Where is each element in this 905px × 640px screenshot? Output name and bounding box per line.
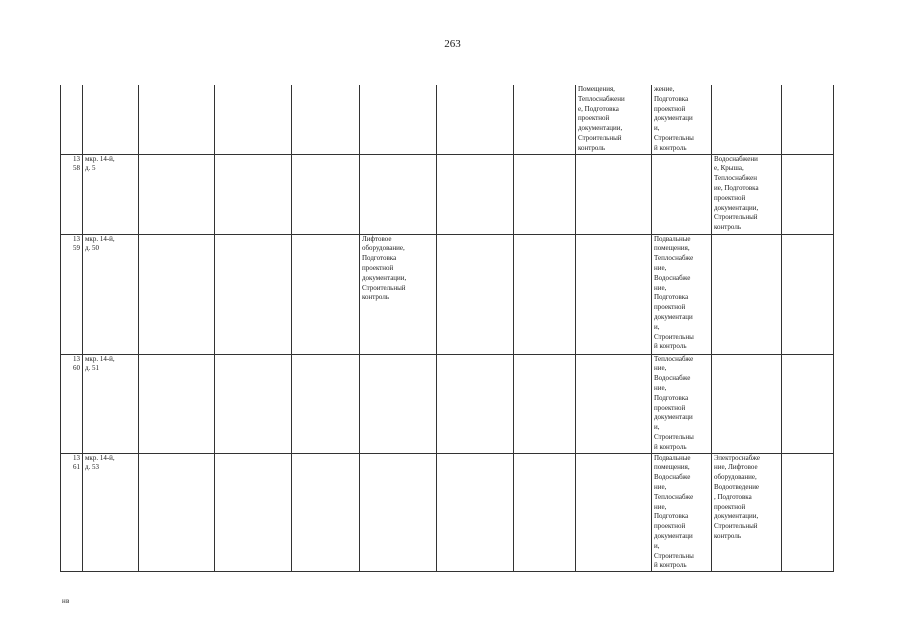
works-cell-b: [652, 154, 712, 234]
table-row: [61, 354, 834, 453]
table-cell: [514, 354, 576, 453]
table-cell: [514, 85, 576, 154]
works-cell-b: Подвальные помещения, Водоснабже ние, Теплоснабже ние, Подготовка проектной документаци и, Строительны й контроль: [652, 453, 712, 572]
row-number: 13 60: [61, 354, 83, 453]
row-number: [61, 85, 83, 154]
works-cell-a: [576, 453, 652, 572]
lift-works-cell: [360, 85, 437, 154]
works-cell-c: [712, 85, 782, 154]
works-cell-c: [712, 234, 782, 354]
works-cell-b: Теплоснабже ние, Водоснабже ние, Подготовка проектной документаци и, Строительны й контроль: [652, 354, 712, 453]
lift-works-cell: Лифтовое оборудование, Подготовка проектной документации, Строительный контроль: [360, 234, 437, 354]
row-number: 13 59: [61, 234, 83, 354]
table-cell: [437, 354, 514, 453]
table-cell: [215, 154, 292, 234]
works-cell-b: Подвальные помещения, Теплоснабже ние, Водоснабже ние, Подготовка проектной документаци и, Строительны й контроль: [652, 234, 712, 354]
table-cell: [782, 234, 834, 354]
address-cell: мкр. 14-й, д. 51: [83, 354, 139, 453]
table-cell: [437, 154, 514, 234]
table-cell: [139, 234, 215, 354]
works-cell-a: Помещения, Теплоснабжени е, Подготовка проектной документации, Строительный контроль: [576, 85, 652, 154]
table-cell: [215, 85, 292, 154]
works-cell-a: [576, 154, 652, 234]
table-cell: [139, 85, 215, 154]
works-cell-c: Водоснабжени е, Крыша, Теплоснабжен ие, Подготовка проектной документации, Строительный контроль: [712, 154, 782, 234]
table-cell: [139, 154, 215, 234]
table-cell: [514, 234, 576, 354]
table-cell: [292, 354, 360, 453]
row-number: 13 58: [61, 154, 83, 234]
works-cell-c: [712, 354, 782, 453]
lift-works-cell: [360, 453, 437, 572]
table-cell: [437, 85, 514, 154]
table-cell: [292, 453, 360, 572]
table-cell: [139, 354, 215, 453]
table-cell: [139, 453, 215, 572]
lift-works-cell: [360, 354, 437, 453]
works-cell-b: жение, Подготовка проектной документаци и, Строительны й контроль: [652, 85, 712, 154]
table-cell: [514, 453, 576, 572]
table-cell: [514, 154, 576, 234]
works-cell-c: Электроснабже ние, Лифтовое оборудование, Водоотведение , Подготовка проектной документации, Строительный контроль: [712, 453, 782, 572]
address-cell: [83, 85, 139, 154]
table-cell: [215, 453, 292, 572]
table-cell: [782, 453, 834, 572]
table-cell: [292, 154, 360, 234]
page-number: 263: [444, 38, 461, 50]
table-cell: [437, 453, 514, 572]
table-cell: [782, 154, 834, 234]
address-cell: мкр. 14-й, д. 50: [83, 234, 139, 354]
table-row: [61, 154, 834, 234]
table-cell: [782, 85, 834, 154]
address-cell: мкр. 14-й, д. 5: [83, 154, 139, 234]
table-cell: [782, 354, 834, 453]
table-row: [61, 453, 834, 572]
table-cell: [437, 234, 514, 354]
lift-works-cell: [360, 154, 437, 234]
table-row: [61, 85, 834, 154]
row-number: 13 61: [61, 453, 83, 572]
footer-mark: нв: [62, 597, 70, 605]
table-cell: [292, 234, 360, 354]
table-cell: [215, 354, 292, 453]
table-cell: [292, 85, 360, 154]
capital-repair-table: [60, 85, 834, 572]
address-cell: мкр. 14-й, д. 53: [83, 453, 139, 572]
table-row: [61, 234, 834, 354]
works-cell-a: [576, 234, 652, 354]
works-cell-a: [576, 354, 652, 453]
table-cell: [215, 234, 292, 354]
